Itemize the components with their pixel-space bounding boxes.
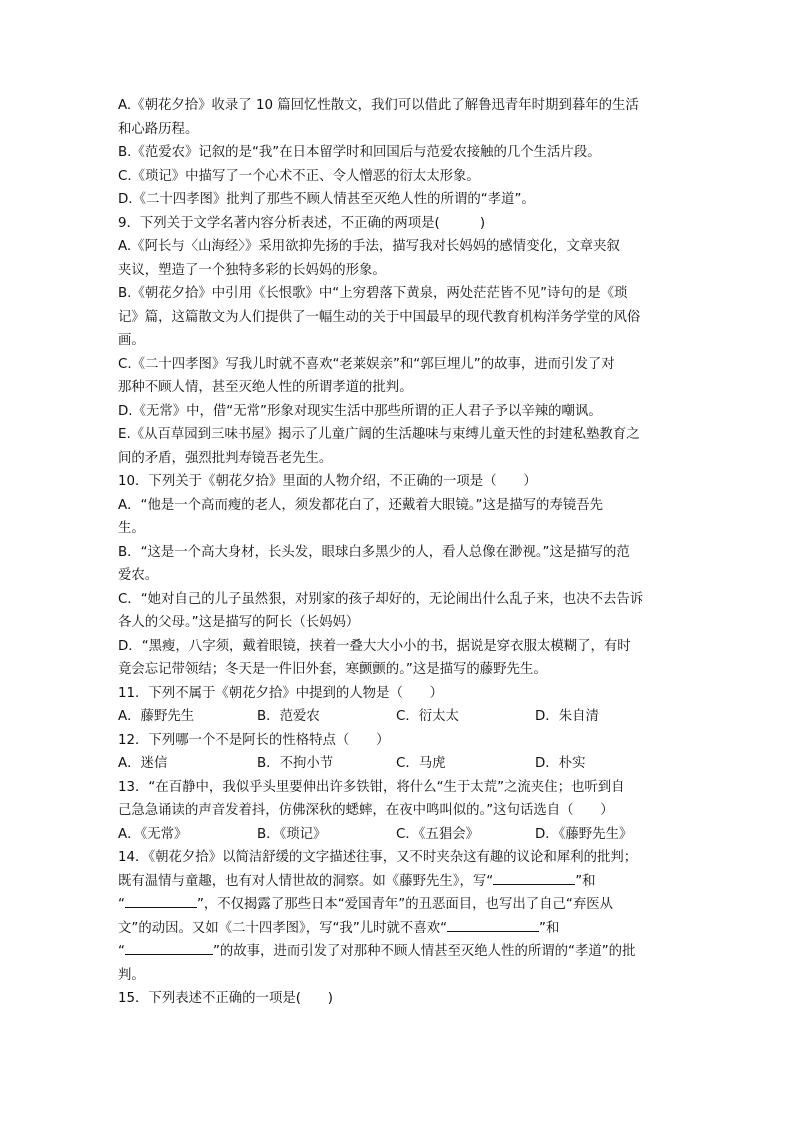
question-11: 11．下列不属于《朝花夕拾》中提到的人物是（ ） bbox=[118, 685, 444, 701]
q12-option-c: C．马虎 bbox=[396, 756, 446, 771]
q11-option-d: D．朱自清 bbox=[535, 709, 599, 724]
q9-option-c-cont: 那种不顾人情，甚至灭绝人性的所谓孝道的批判。 bbox=[118, 380, 413, 395]
q12-option-b: B．不拘小节 bbox=[257, 756, 334, 771]
q14-text-3a: “ bbox=[118, 897, 125, 912]
question-14-line5 bbox=[118, 940, 684, 964]
q14-blank-4[interactable] bbox=[125, 940, 213, 955]
q14-text-4a: 文”的动因。又如《二十四孝图》，写“我”儿时就不喜欢“ bbox=[118, 920, 448, 936]
q9-option-c: C.《二十四孝图》写我儿时就不喜欢“老莱娱亲”和“郭巨埋儿”的故事，进而引发了对 bbox=[118, 356, 615, 372]
q10-option-b: B．“这是一个高大身材，长头发，眼球白多黑少的人，看人总像在渺视。”这是描写的范 bbox=[118, 544, 630, 560]
q13-option-b: B．《琐记》 bbox=[257, 826, 327, 842]
q8-option-a-cont: 和心路历程。 bbox=[118, 121, 199, 137]
q9-option-a: A.《阿长与〈山海经〉》采用欲抑先扬的手法，描写我对长妈妈的感情变化，文章夹叙 bbox=[118, 239, 620, 254]
q9-option-a-cont: 夹议，塑造了一个独特多彩的长妈妈的形象。 bbox=[118, 262, 386, 278]
q8-option-a: A.《朝花夕拾》收录了 10 篇回忆性散文，我们可以借此了解鲁迅青年时期到暮年的生活 bbox=[118, 98, 639, 113]
q10-option-c-cont: 各人的父母。”这是描写的阿长（长妈妈） bbox=[118, 615, 360, 630]
q13-option-c: C．《五猖会》 bbox=[396, 826, 479, 842]
q14-text-5a: “ bbox=[118, 944, 125, 959]
q14-blank-2[interactable] bbox=[125, 893, 197, 908]
q14-text-4b: ”和 bbox=[539, 920, 560, 936]
q11-option-a: A．藤野先生 bbox=[118, 709, 195, 724]
q14-text-3b: ”，不仅揭露了那些日本“爱国青年”的丑恶面目，也写出了自己“弃医从 bbox=[196, 897, 614, 912]
q9-option-b: B.《朝花夕拾》中引用《长恨歌》中“上穷碧落下黄泉，两处茫茫皆不见”诗句的是《琐 bbox=[118, 286, 628, 301]
q11-option-c: C．衍太太 bbox=[396, 709, 459, 724]
q14-blank-3[interactable] bbox=[447, 917, 539, 932]
q14-text-5b: ”的故事，进而引发了对那种不顾人情甚至灭绝人性的所谓的“孝道”的批 bbox=[212, 944, 636, 959]
question-12: 12．下列哪一个不是阿长的性格特点（ ） bbox=[118, 732, 390, 748]
question-15: 15．下列表述不正确的一项是( ) bbox=[118, 991, 333, 1006]
q14-text-2a: 既有温情与童趣，也有对人情世故的洞察。如《藤野先生》，写“ bbox=[118, 873, 494, 889]
question-14: 14．《朝花夕拾》以简洁舒缓的文字描述往事，又不时夹杂这有趣的议论和犀利的批判； bbox=[118, 850, 638, 865]
q10-option-d: D．“黑瘦，八字须，戴着眼镜，挟着一叠大大小小的书，据说是穿衣服太模糊了，有时 bbox=[118, 638, 631, 654]
q9-option-b-cont2: 画。 bbox=[118, 333, 145, 348]
q12-options bbox=[118, 752, 684, 776]
question-14-line3 bbox=[118, 893, 684, 917]
q11-option-b: B．范爱农 bbox=[257, 709, 320, 724]
q8-option-c: C.《琐记》中描写了一个心术不正、令人憎恶的衍太太形象。 bbox=[118, 168, 480, 184]
question-10: 10．下列关于《朝花夕拾》里面的人物介绍，不正确的一项是（ ） bbox=[118, 474, 537, 489]
q10-option-d-cont: 竟会忘记带领结；冬天是一件旧外套，寒颤颤的。”这是描写的藤野先生。 bbox=[118, 662, 547, 677]
q14-text-2b: ”和 bbox=[575, 873, 596, 889]
q14-blank-1[interactable] bbox=[493, 870, 575, 885]
q8-option-d: D.《二十四孝图》批判了那些不顾人情甚至灭绝人性的所谓的“孝道”。 bbox=[118, 192, 535, 207]
q10-option-b-cont: 爱农。 bbox=[118, 568, 159, 583]
q9-option-e: E.《从百草园到三味书屋》揭示了儿童广阔的生活趣味与束缚儿童天性的封建私塾教育之 bbox=[118, 427, 640, 442]
question-9: 9．下列关于文学名著内容分析表述，不正确的两项是( ) bbox=[118, 215, 486, 231]
question-13: 13．“在百静中，我似乎头里要伸出许多铁钳，将什么“生于太荒”之流夹住；也听到自 bbox=[118, 779, 625, 795]
q13-option-d: D．《藤野先生》 bbox=[535, 826, 633, 842]
q12-option-d: D．朴实 bbox=[535, 756, 586, 771]
question-14-line6: 判。 bbox=[118, 967, 145, 983]
q9-option-d: D.《无常》中，借“无常”形象对现实生活中那些所谓的正人君子予以辛辣的嘲讽。 bbox=[118, 403, 602, 419]
q10-option-c: C．“她对自己的儿子虽然狠，对别家的孩子却好的，无论闹出什么乱子来，也决不去告诉 bbox=[118, 591, 644, 607]
q8-option-b: B.《范爱农》记叙的是“我”在日本留学时和回国后与范爱农接触的几个生活片段。 bbox=[118, 145, 601, 160]
question-14-line4 bbox=[118, 917, 684, 941]
question-13-cont: 己急急诵读的声音发着抖，仿佛深秋的蟋蟀，在夜中鸣叫似的。”这句话选自（ ） bbox=[118, 803, 614, 818]
q13-option-a: A．《无常》 bbox=[118, 826, 188, 842]
q9-option-e-cont: 间的矛盾，强烈批判寿镜吾老先生。 bbox=[118, 450, 333, 466]
q9-option-b-cont: 记》篇，这篇散文为人们提供了一幅生动的关于中国最早的现代教育机构洋务学堂的风俗 bbox=[118, 309, 641, 325]
q10-option-a: A．“他是一个高而瘦的老人，须发都花白了，还戴着大眼镜。”这是描写的寿镜吾先 bbox=[118, 497, 604, 513]
q13-options bbox=[118, 823, 684, 847]
question-14-line2 bbox=[118, 870, 684, 894]
q10-option-a-cont: 生。 bbox=[118, 521, 145, 536]
q11-options bbox=[118, 705, 684, 729]
q12-option-a: A．迷信 bbox=[118, 756, 168, 771]
